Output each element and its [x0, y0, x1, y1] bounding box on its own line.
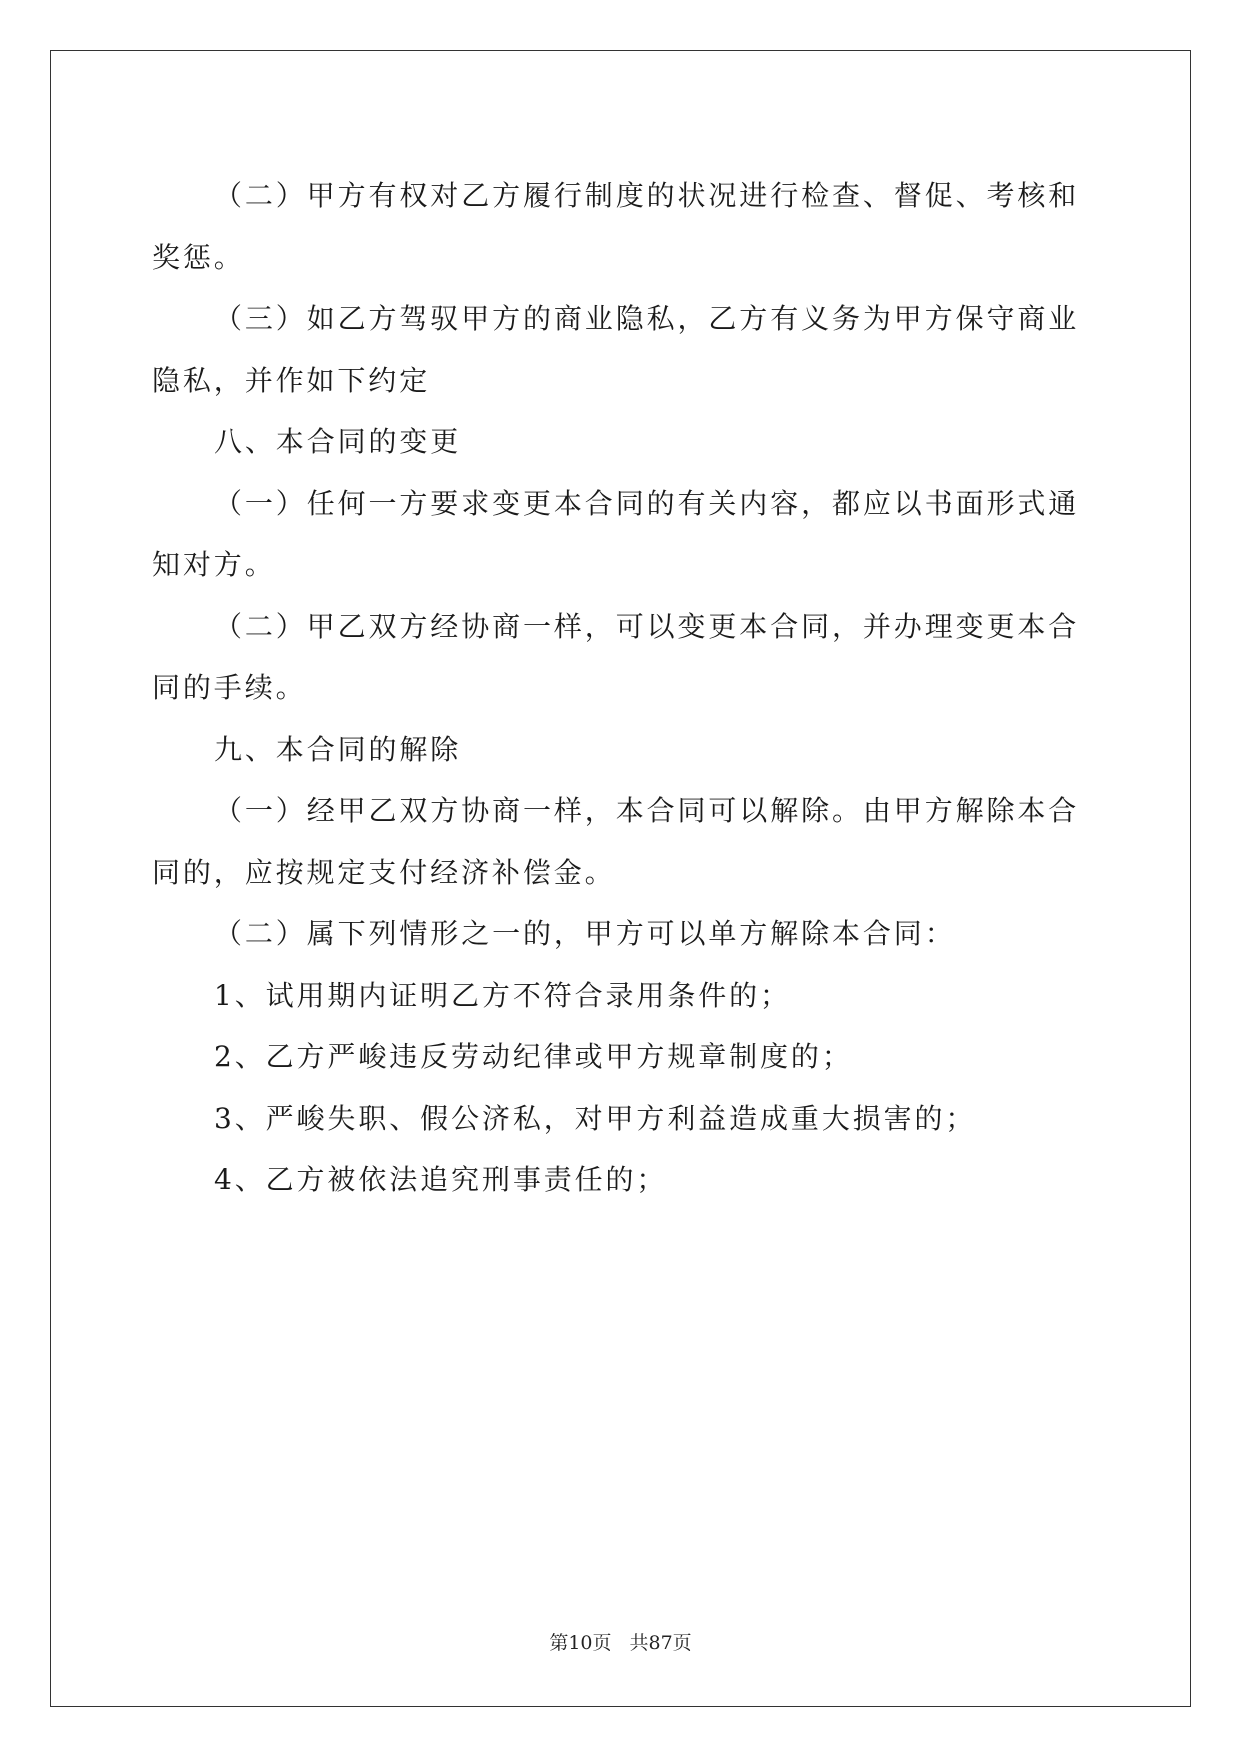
current-page-number: 第10页	[549, 1632, 612, 1654]
total-pages: 共87页	[629, 1632, 692, 1654]
list-item: 4、乙方被依法追究刑事责任的；	[214, 1163, 668, 1196]
paragraph: （三）如乙方驾驭甲方的商业隐私，乙方有义务为甲方保守商业隐私，并作如下约定	[152, 302, 1080, 397]
paragraph: （二）甲方有权对乙方履行制度的状况进行检查、督促、考核和奖惩。	[152, 179, 1080, 274]
paragraph: （二）属下列情形之一的，甲方可以单方解除本合同：	[214, 917, 956, 950]
paragraph: （一）任何一方要求变更本合同的有关内容，都应以书面形式通知对方。	[152, 486, 1080, 581]
paragraph: （二）甲乙双方经协商一样，可以变更本合同，并办理变更本合同的手续。	[152, 609, 1080, 704]
paragraph: （一）经甲乙双方协商一样，本合同可以解除。由甲方解除本合同的，应按规定支付经济补偿金。	[152, 794, 1080, 889]
list-item: 2、乙方严峻违反劳动纪律或甲方规章制度的；	[214, 1040, 853, 1073]
document-body	[152, 165, 1092, 1211]
list-item: 3、严峻失职、假公济私，对甲方利益造成重大损害的；	[214, 1101, 977, 1135]
section-heading: 九、本合同的解除	[214, 732, 462, 766]
section-heading: 八、本合同的变更	[214, 425, 462, 458]
list-item: 1、试用期内证明乙方不符合录用条件的；	[214, 978, 791, 1012]
page-footer	[0, 1628, 1241, 1655]
